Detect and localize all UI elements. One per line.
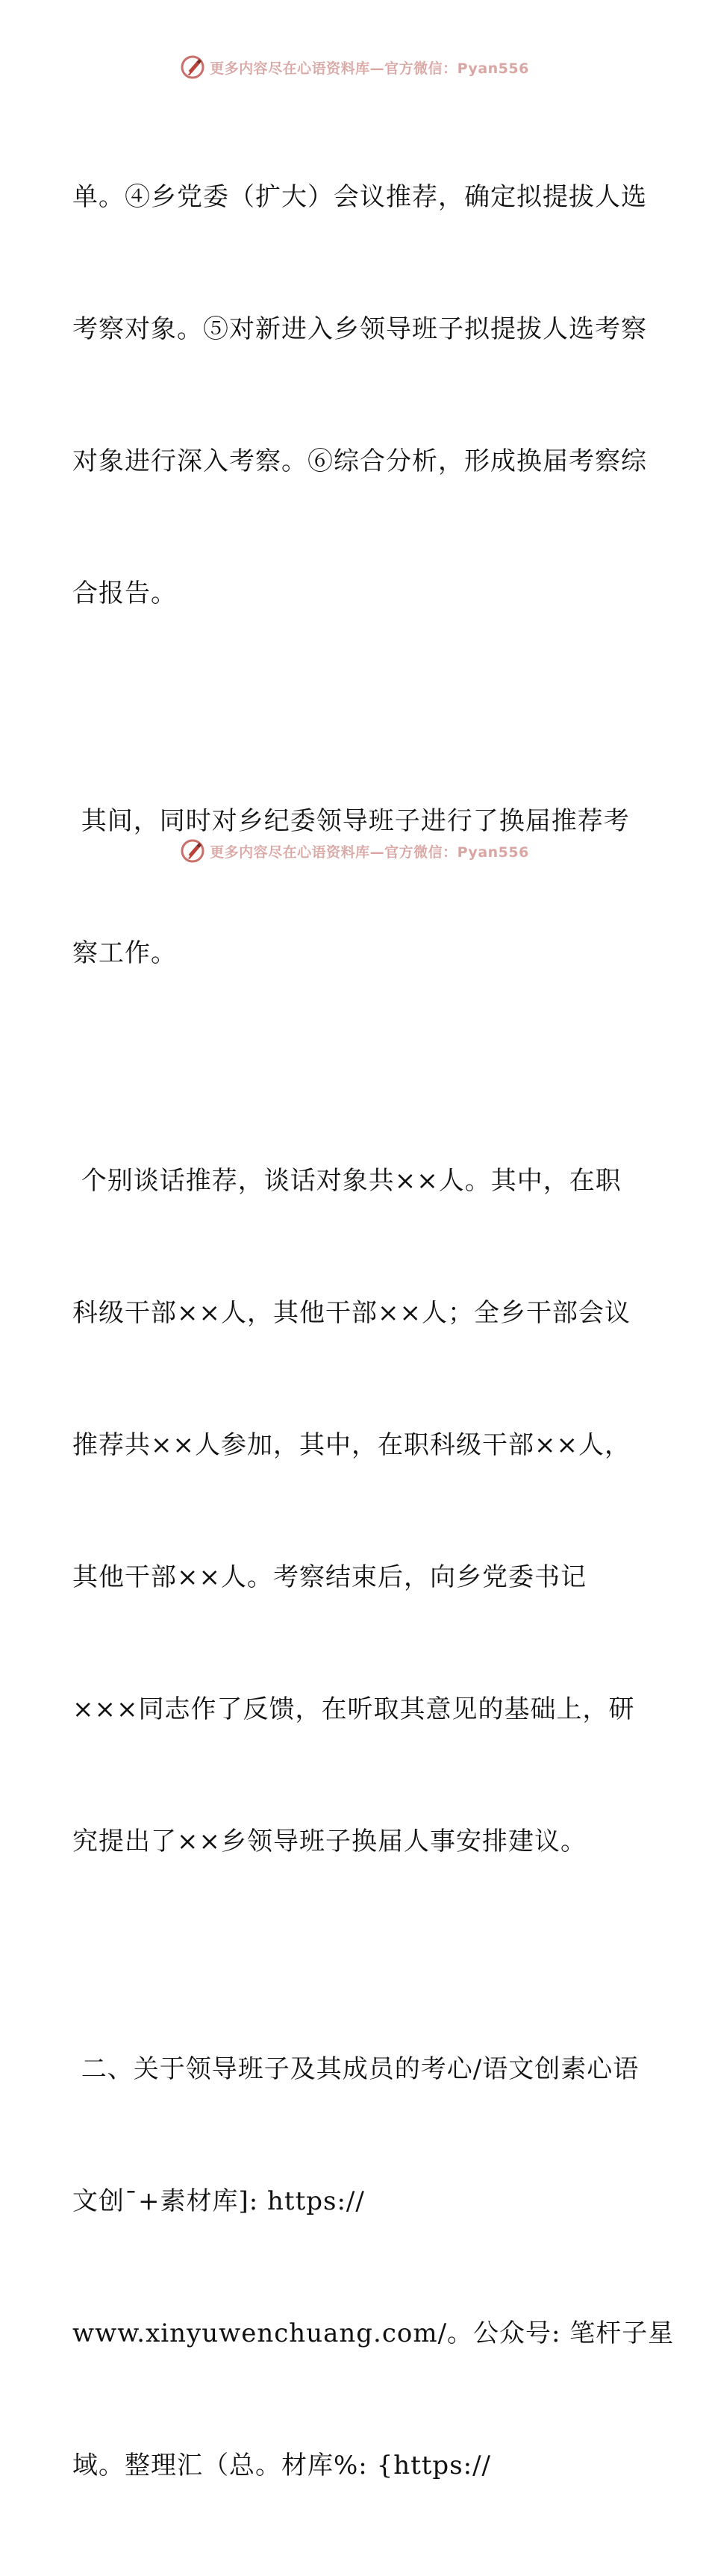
text-line: 文创¯+素材库]: https:// (72, 2186, 365, 2216)
paragraph-3 (72, 1071, 640, 1952)
fountain-pen-logo-icon (180, 838, 205, 864)
text-line: 个别谈话推荐，谈话对象共××人。其中，在职 (72, 1166, 622, 1196)
paragraph-4 (72, 1959, 675, 2576)
watermark-text: 更多内容尽在心语资料库—官方微信：Pyan556 (210, 843, 529, 861)
watermark-text: 更多内容尽在心语资料库—官方微信：Pyan556 (210, 60, 529, 77)
text-line: 其他干部××人。考察结束后，向乡党委书记 (72, 1562, 587, 1592)
text-line: 单。④乡党委（扩大）会议推荐，确定拟提拔人选 (72, 182, 647, 212)
text-line: 合报告。 (72, 578, 177, 608)
text-line: 对象进行深入考察。⑥综合分析，形成换届考察综 (72, 446, 647, 476)
text-line: 其间，同时对乡纪委领导班子进行了换届推荐考 (72, 806, 630, 836)
text-line: 考察对象。⑤对新进入乡领导班子拟提拔人选考察 (72, 314, 647, 344)
text-line: 域。整理汇（总。材库%: {https:// (72, 2451, 492, 2480)
paragraph-1 (72, 87, 647, 704)
document-body (72, 87, 675, 2576)
header-watermark (0, 52, 709, 82)
text-line: 察工作。 (72, 938, 177, 968)
fountain-pen-logo-icon (180, 54, 205, 80)
paragraph-2 (72, 711, 640, 1064)
text-line: 究提出了××乡领导班子换届人事安排建议。 (72, 1827, 587, 1856)
text-line: ×××同志作了反馈，在听取其意见的基础上，研 (72, 1694, 635, 1724)
text-line: 二、关于领导班子及其成员的考心/语文创素心语 (72, 2054, 640, 2084)
text-line: www.xinyuwenchuang.com/。公众号: 笔杆子星 (72, 2318, 675, 2348)
text-line: 推荐共××人参加，其中，在职科级干部××人， (72, 1430, 631, 1460)
text-line: 科级干部××人，其他干部××人；全乡干部会议 (72, 1298, 631, 1328)
footer-watermark (0, 836, 709, 866)
